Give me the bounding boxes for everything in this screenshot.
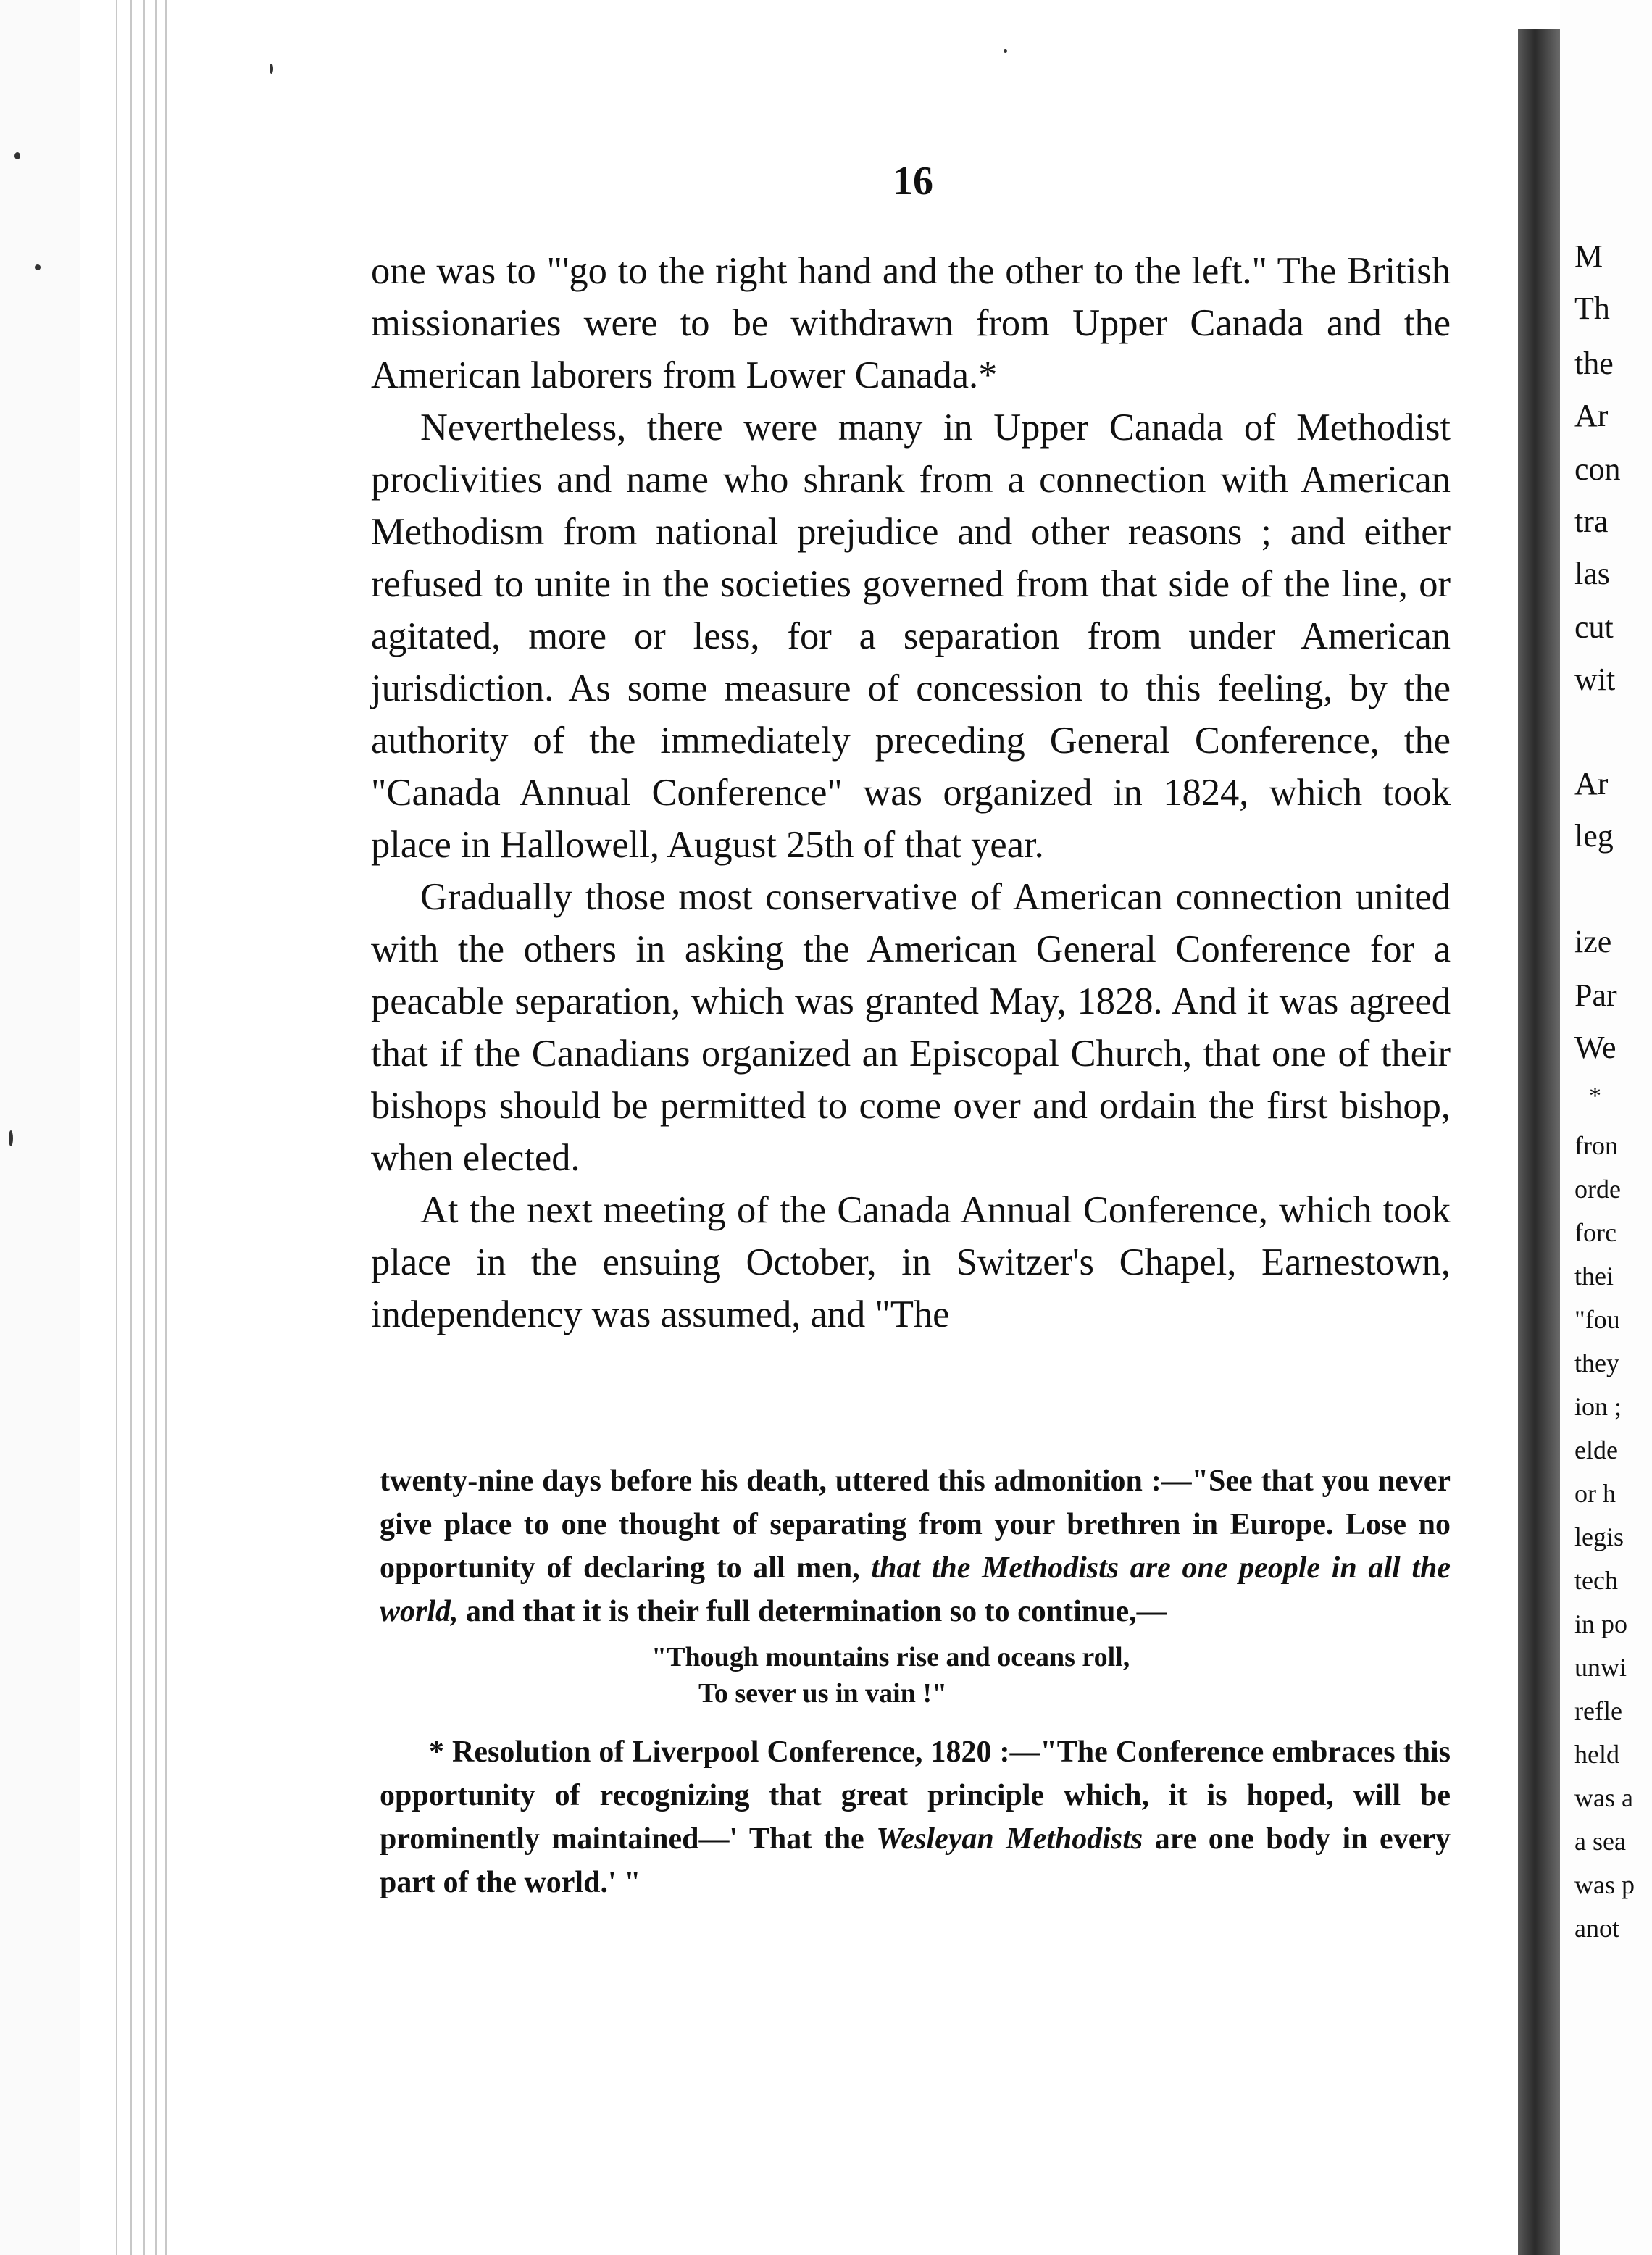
footnote-text: * Resolution of Liverpool Conference, 1820 :—"The Conference embraces this opportunity of recognizing that great principle which, it is hoped, will be prominently maintained—' That the bbox=[380, 1735, 1451, 1856]
next-page-fragment: wit bbox=[1574, 662, 1616, 697]
footnote-resolution bbox=[380, 1730, 1451, 1904]
footnote-italic: Wesleyan Methodists bbox=[876, 1822, 1143, 1856]
scan-speck bbox=[35, 264, 41, 270]
paragraph-1: one was to "'go to the right hand and the other to the left." The British missionaries were to be withdrawn from Upper Canada and the American laborers from Lower Canada.* bbox=[371, 250, 1451, 396]
scan-speck bbox=[14, 152, 20, 159]
next-page-fragment: legis bbox=[1574, 1522, 1624, 1551]
next-page-fragment: unwi bbox=[1574, 1653, 1627, 1682]
page-edge-line bbox=[155, 0, 157, 2255]
next-page-fragment: was p bbox=[1574, 1870, 1635, 1899]
next-page-fragment: was a bbox=[1574, 1783, 1633, 1812]
verse-line: "Though mountains rise and oceans roll, bbox=[651, 1642, 1130, 1672]
footnote-text: twenty-nine days before his death, uttered this admonition :—"See that you never give place to one thought of separating from your brethren in Europe. Lose no opportunity of declaring to all men, bbox=[380, 1464, 1451, 1585]
next-page-fragment: "fou bbox=[1574, 1305, 1620, 1334]
next-page-fragment: cut bbox=[1574, 609, 1614, 645]
verse-line: To sever us in vain !" bbox=[698, 1678, 948, 1709]
next-page-fragment: fron bbox=[1574, 1131, 1618, 1160]
footnote-text: and that it is their full determination so to continue,— bbox=[458, 1595, 1167, 1628]
next-page-fragment: refle bbox=[1574, 1696, 1622, 1725]
book-gutter bbox=[1518, 29, 1560, 2255]
paragraph-3: Gradually those most conservative of American connection united with the others in asking the American General Conference for a peacable separation, which was granted May, 1828. And it was agreed that if the Canadians organized an Episcopal Church, that one of their bishops should be permitted to come over and ordain the first bishop, when elected. bbox=[371, 876, 1451, 1179]
next-page-fragment: Ar bbox=[1574, 398, 1609, 433]
page-edge-line bbox=[130, 0, 132, 2255]
next-page-fragment: con bbox=[1574, 451, 1621, 487]
next-page-fragment: forc bbox=[1574, 1218, 1616, 1247]
next-page-fragment: Th bbox=[1574, 291, 1610, 326]
next-page-fragment: leg bbox=[1574, 818, 1614, 854]
next-page-fragment: M bbox=[1574, 238, 1603, 274]
scan-speck bbox=[270, 64, 273, 74]
paragraph-4: At the next meeting of the Canada Annual Conference, which took place in the ensuing October, in Switzer's Chapel, Earnestown, independency was assumed, and "The bbox=[371, 1189, 1451, 1335]
next-page-fragment: or h bbox=[1574, 1479, 1616, 1508]
next-page-edge bbox=[1560, 0, 1652, 2255]
next-page-fragment: ion ; bbox=[1574, 1392, 1622, 1421]
body-text bbox=[371, 245, 1451, 1341]
next-page-fragment: ize bbox=[1574, 924, 1612, 959]
scan-speck bbox=[9, 1130, 13, 1146]
next-page-fragment: a sea bbox=[1574, 1827, 1626, 1856]
page-edge-line bbox=[116, 0, 117, 2255]
next-page-fragment: anot bbox=[1574, 1914, 1619, 1943]
footnote-continued bbox=[380, 1459, 1451, 1633]
next-page-fragment: they bbox=[1574, 1349, 1619, 1377]
scan-speck bbox=[1004, 49, 1007, 53]
next-page-fragment: thei bbox=[1574, 1262, 1614, 1291]
next-page-fragment: orde bbox=[1574, 1175, 1621, 1204]
page-edge-line bbox=[143, 0, 145, 2255]
paragraph-2: Nevertheless, there were many in Upper Canada of Methodist proclivities and name who shrank from a connection with American Methodism from national prejudice and other reasons ; and either refused to unite in the societies governed from that side of the line, or agitated, more or less, for a separation from under American jurisdiction. As some measure of concession to this feeling, by the authority of the immediately preceding General Conference, the "Canada Annual Conference" was organized in 1824, which took place in Hallowell, August 25th of that year. bbox=[371, 407, 1451, 866]
next-page-fragment: tra bbox=[1574, 504, 1609, 539]
page-number: 16 bbox=[893, 159, 933, 204]
next-page-fragment: Par bbox=[1574, 978, 1617, 1013]
footnote-italic: that the Methodists are one people in all the world, bbox=[380, 1551, 1451, 1628]
next-page-fragment: * bbox=[1589, 1083, 1601, 1109]
next-page-fragment: We bbox=[1574, 1030, 1616, 1065]
next-page-fragment: in po bbox=[1574, 1609, 1628, 1638]
next-page-fragment: elde bbox=[1574, 1435, 1618, 1464]
left-page-edge bbox=[0, 0, 80, 2255]
next-page-fragment: held bbox=[1574, 1740, 1619, 1769]
footnotes bbox=[380, 1459, 1451, 1904]
next-page-fragment: Ar bbox=[1574, 766, 1609, 801]
next-page-fragment: the bbox=[1574, 346, 1614, 381]
next-page-fragment: tech bbox=[1574, 1566, 1618, 1595]
footnote-text: are one body in every part of the world.' " bbox=[380, 1822, 1451, 1899]
next-page-fragment: las bbox=[1574, 556, 1610, 591]
